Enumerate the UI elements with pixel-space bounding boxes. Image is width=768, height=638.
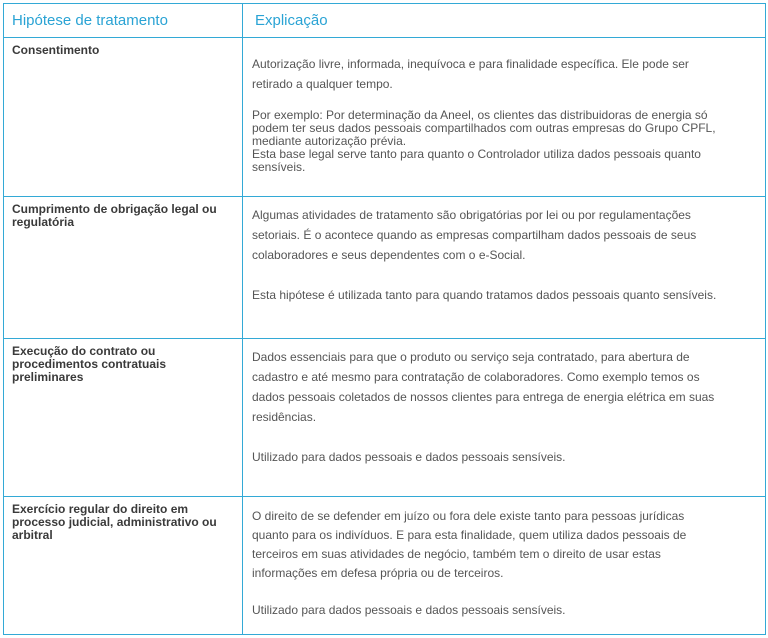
table-row — [4, 197, 766, 339]
description-line: retirado a qualquer tempo. — [252, 77, 393, 91]
description-line: quanto para os indivíduos. E para esta finalidade, quem utiliza dados pessoais de — [252, 528, 687, 542]
example-line: sensíveis. — [252, 160, 306, 174]
example-line: Por exemplo: Por determinação da Aneel, os clientes das distribuidoras de energia só — [252, 108, 708, 122]
description-line: terceiros em suas atividades de negócio, também tem o direito de usar estas — [252, 547, 661, 561]
legal-basis-name: Exercício regular do direito em processo judicial, administrativo ou arbitral — [4, 497, 243, 635]
description-line: dados pessoais coletados de nossos clientes para entrega de energia elétrica em suas — [252, 390, 715, 404]
description-line: colaboradores e seus dependentes com o e-Social. — [252, 248, 526, 262]
description-line: informações em defesa própria ou de terceiros. — [252, 566, 504, 580]
legal-basis-description — [243, 38, 766, 197]
legal-basis-description — [243, 339, 766, 497]
example-line: podem ter seus dados pessoais compartilhados com outras empresas do Grupo CPFL, — [252, 121, 716, 135]
table-row — [4, 339, 766, 497]
legal-basis-description — [243, 197, 766, 339]
description-line: setoriais. É o acontece quando as empresas compartilham dados pessoais de seus — [252, 228, 697, 242]
legal-basis-name: Cumprimento de obrigação legal ou regulatória — [4, 197, 243, 339]
description-line: residências. — [252, 410, 317, 424]
legal-basis-name: Execução do contrato ou procedimentos contratuais preliminares — [4, 339, 243, 497]
example-line: mediante autorização prévia. — [252, 134, 407, 148]
description-line: Esta hipótese é utilizada tanto para quando tratamos dados pessoais quanto sensíveis. — [252, 288, 717, 302]
legal-basis-name: Consentimento — [4, 38, 243, 197]
description-line: Utilizado para dados pessoais e dados pessoais sensíveis. — [252, 603, 566, 617]
table-row — [4, 38, 766, 197]
legal-basis-description — [243, 497, 766, 635]
table-row — [4, 497, 766, 635]
table-header-row — [4, 4, 766, 38]
description-line: Utilizado para dados pessoais e dados pessoais sensíveis. — [252, 450, 566, 464]
example-line: Esta base legal serve tanto para quanto o Controlador utiliza dados pessoais quanto — [252, 147, 701, 161]
legal-basis-table — [3, 3, 766, 635]
description-line: Autorização livre, informada, inequívoca e para finalidade específica. Ele pode ser — [252, 57, 689, 71]
description-line: O direito de se defender em juízo ou fora dele existe tanto para pessoas jurídicas — [252, 509, 685, 523]
description-line: cadastro e até mesmo para contratação de colaboradores. Como exemplo temos os — [252, 370, 700, 384]
description-line: Algumas atividades de tratamento são obrigatórias por lei ou por regulamentações — [252, 208, 691, 222]
column-header-explanation: Explicação — [243, 4, 766, 38]
description-line: Dados essenciais para que o produto ou serviço seja contratado, para abertura de — [252, 350, 690, 364]
column-header-hypothesis: Hipótese de tratamento — [4, 4, 243, 38]
